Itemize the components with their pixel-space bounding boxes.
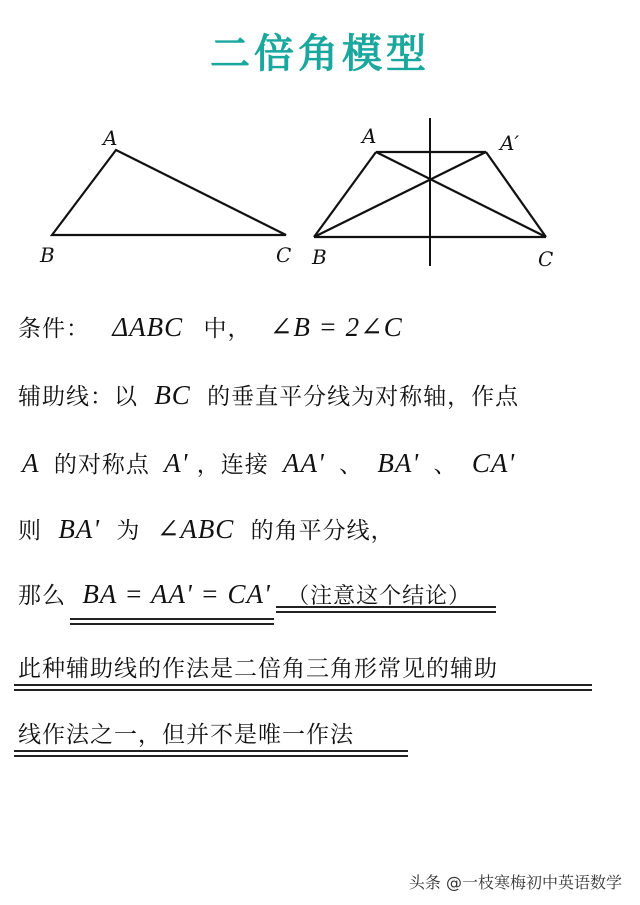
equation-double-underline xyxy=(70,618,274,620)
bisector-is: 为 xyxy=(116,518,141,544)
bisector-text: 的角平分线， xyxy=(250,518,395,544)
sym-a-prime: A' xyxy=(164,448,189,478)
bisector-line xyxy=(18,512,395,545)
left-vertex-a: A xyxy=(103,126,118,150)
condition-angle-relation: ∠B = 2∠C xyxy=(269,312,403,342)
right-vertex-a-prime: A′ xyxy=(500,131,519,155)
left-triangle xyxy=(39,126,291,267)
right-vertex-b: B xyxy=(312,245,327,269)
aux-label: 辅助线：以 xyxy=(18,384,138,410)
bisector-then: 则 xyxy=(18,518,42,544)
condition-triangle: ΔABC xyxy=(112,312,184,342)
geometry-figures xyxy=(0,0,640,290)
sym-text1: 的对称点 xyxy=(53,452,150,478)
right-vertex-c: C xyxy=(538,247,554,271)
remark-line-1: 此种辅助线的作法是二倍角三角形常见的辅助 xyxy=(18,656,498,682)
sym-text2: ，连接 xyxy=(196,452,269,478)
remark-line-2: 线作法之一，但并不是唯一作法 xyxy=(18,722,354,748)
remark-line-1-underline xyxy=(14,684,592,686)
conclusion-so: 那么 xyxy=(18,583,66,609)
sym-aa: AA' xyxy=(283,448,325,478)
sym-ba: BA' xyxy=(377,448,420,478)
sym-ca: CA' xyxy=(471,448,516,478)
symmetric-point-line xyxy=(22,446,515,479)
aux-bc: BC xyxy=(154,380,191,410)
left-vertex-c: C xyxy=(276,243,292,267)
watermark: 头条 @一枝寒梅初中英语数学 xyxy=(408,873,622,892)
condition-line xyxy=(18,310,403,343)
aux-line xyxy=(18,378,519,411)
condition-label: 条件： xyxy=(18,316,90,342)
sym-sep2: 、 xyxy=(433,452,458,478)
right-vertex-a: A xyxy=(362,124,377,148)
conclusion-equation: BA = AA' = CA' xyxy=(82,579,271,609)
sym-sep1: 、 xyxy=(339,452,364,478)
aux-text: 的垂直平分线为对称轴，作点 xyxy=(207,384,520,410)
conclusion-note: （注意这个结论） xyxy=(287,584,472,609)
left-vertex-b: B xyxy=(40,243,55,267)
bisector-ba: BA' xyxy=(58,514,101,544)
page-title: 二倍角模型 xyxy=(210,31,430,77)
bisector-angle: ∠ABC xyxy=(156,514,235,544)
remark-line-2-underline xyxy=(14,750,408,752)
note-double-underline xyxy=(276,606,496,608)
sym-a: A xyxy=(22,448,40,478)
condition-middle: 中， xyxy=(203,316,252,342)
right-figure xyxy=(311,118,553,271)
